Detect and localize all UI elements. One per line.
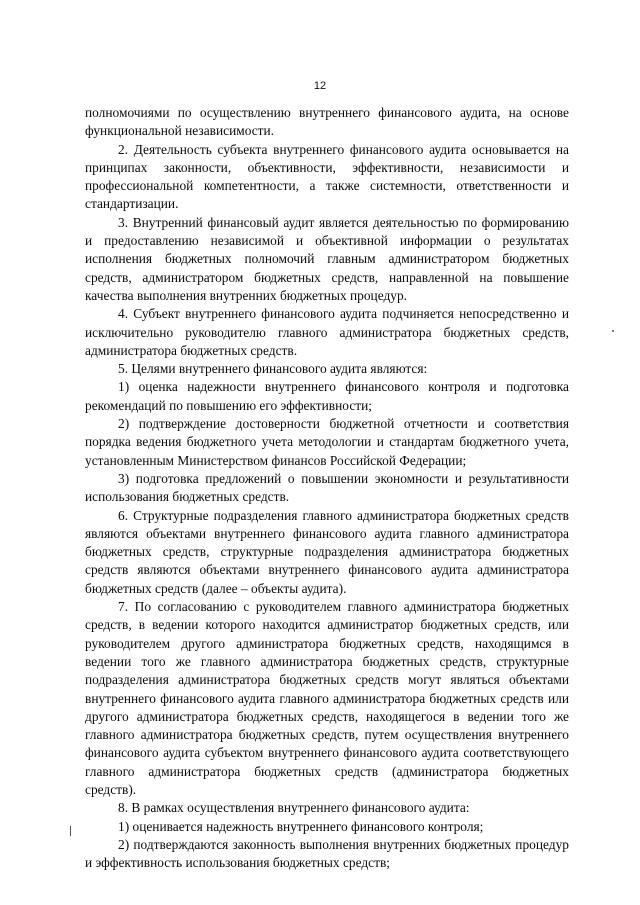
paragraph-8-item-1: 1) оценивается надежность внутреннего финансового контроля; <box>118 818 484 834</box>
paragraph-6: 6. Структурные подразделения главного администратора бюджетных средств являются объектами внутреннего финансового аудита главного администратора бюджетных средств, структурные подразделения администратора бюджетных средств являются объектами внутреннего финансового аудита администратора бюджетных средств (далее – объекты аудита). <box>85 507 569 596</box>
paragraph-4: 4. Субъект внутреннего финансового аудита подчиняется непосредственно и исключительно руководителю главного администратора бюджетных средств, администратора бюджетных средств. <box>85 306 569 358</box>
paragraph-5-item-3: 3) подготовка предложений о повышении экономности и результативности использования бюджетных средств. <box>85 470 569 505</box>
scan-artifact-line <box>70 826 71 836</box>
paragraph-5: 5. Целями внутреннего финансового аудита являются: <box>118 361 428 377</box>
paragraph-5-item-2: 2) подтверждение достоверности бюджетной отчетности и соответствия порядка ведения бюджетного учета методологии и стандартам бюджетного учета, установленным Министерством финансов Российской Федерации; <box>85 416 569 468</box>
paragraph-2: 2. Деятельность субъекта внутреннего финансового аудита основывается на принципах законности, объективности, эффективности, независимости и профессиональной компетентности, а также системности, ответственности и стандартизации. <box>85 141 569 212</box>
paragraph-8-item-2: 2) подтверждаются законность выполнения внутренних бюджетных процедур и эффективность использования бюджетных средств; <box>85 836 569 871</box>
scan-artifact-dot <box>612 330 614 332</box>
paragraph-8: 8. В рамках осуществления внутреннего финансового аудита: <box>118 800 470 816</box>
paragraph-continuation: полномочиями по осуществлению внутреннего финансового аудита, на основе функциональной независимости. <box>85 105 569 139</box>
paragraph-3: 3. Внутренний финансовый аудит является деятельностью по формированию и предоставлению независимой и объективной информации о результатах исполнения бюджетных полномочий главным администратором бюджетных средств, администратором бюджетных средств, направленной на повышение качества выполнения внутренних бюджетных процедур. <box>85 214 569 303</box>
paragraph-5-item-1: 1) оценка надежности внутреннего финансового контроля и подготовка рекомендаций по повышению его эффективности; <box>85 379 569 413</box>
page-number: 12 <box>313 80 327 92</box>
paragraph-7: 7. По согласованию с руководителем главного администратора бюджетных средств, в ведении которого находится администратор бюджетных средств, или руководителем другого администратора бюджетных средств, находящимся в ведении того же главного администратора бюджетных средств, структурные подразделения администратора бюджетных средств могут являться объектами внутреннего финансового аудита главного администратора бюджетных средств или другого администратора бюджетных средств, находящегося в ведении того же главного администратора бюджетных средств, путем осуществления внутреннего финансового аудита субъектом внутреннего финансового аудита соответствующего главного администратора бюджетных средств (администратора бюджетных средств). <box>85 599 569 797</box>
body-text <box>85 104 569 872</box>
